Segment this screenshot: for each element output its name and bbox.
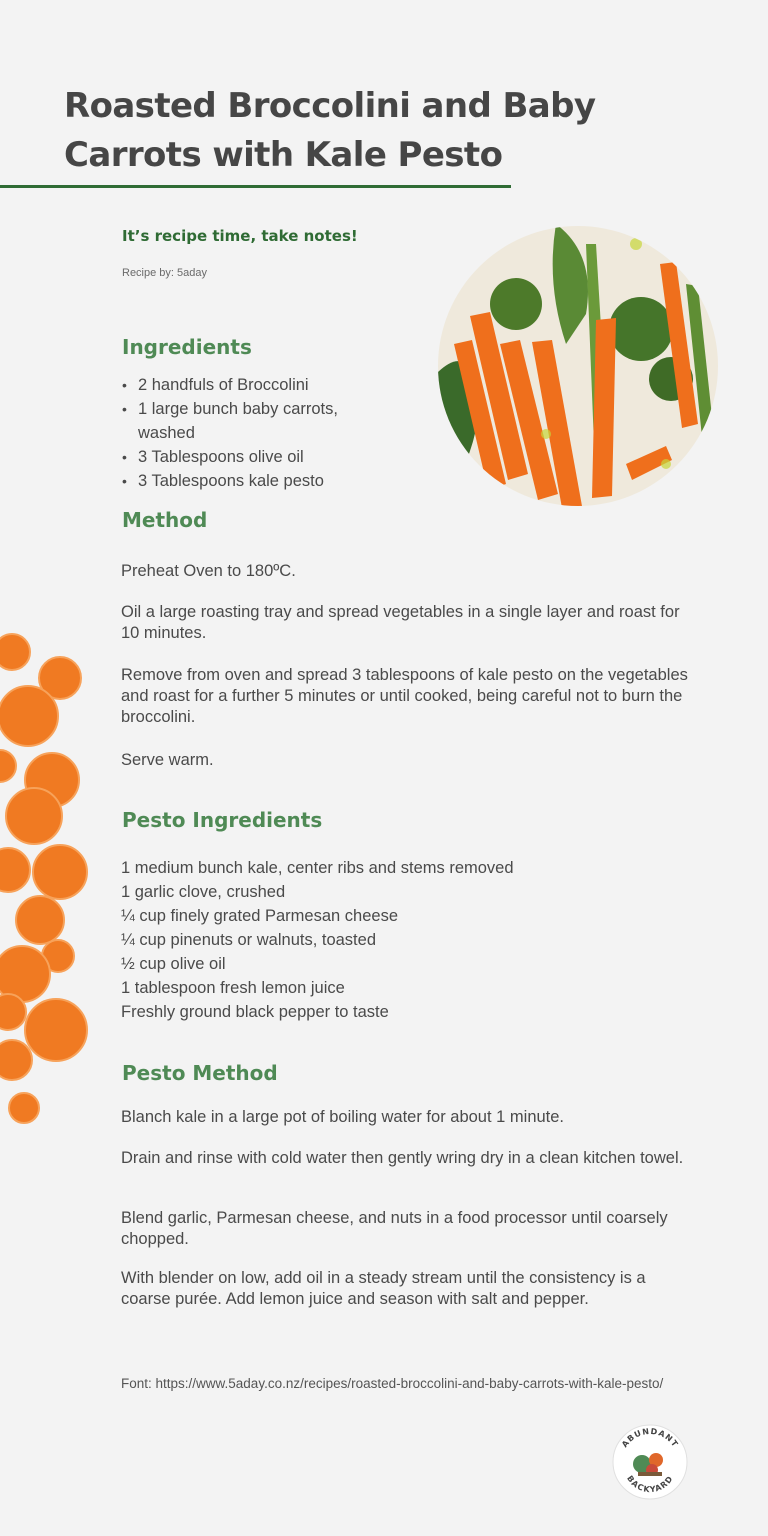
recipe-byline: Recipe by: 5aday — [122, 267, 207, 279]
pesto-method-step: With blender on low, add oil in a steady stream until the consistency is a coarse purée. Add lemon juice and season with salt and pepper. — [121, 1269, 646, 1308]
list-item: Freshly ground black pepper to taste — [121, 1003, 389, 1021]
method-step: Oil a large roasting tray and spread vegetables in a single layer and roast for 10 minutes. — [121, 603, 680, 642]
tagline: It’s recipe time, take notes! — [122, 227, 358, 245]
pesto-method-heading: Pesto Method — [122, 1061, 278, 1085]
svg-text:BACKYARD: BACKYARD — [625, 1474, 675, 1495]
list-item: 1 medium bunch kale, center ribs and stems removed — [121, 859, 514, 877]
pesto-method-step: Drain and rinse with cold water then gently wring dry in a clean kitchen towel. — [121, 1149, 684, 1167]
title-divider — [0, 185, 511, 188]
carrot-slices-decoration — [0, 620, 100, 1140]
list-item: • 3 Tablespoons kale pesto — [122, 469, 392, 493]
pesto-method-step: Blend garlic, Parmesan cheese, and nuts in a food processor until coarsely chopped. — [121, 1209, 668, 1248]
method-step: Preheat Oven to 180ºC. — [121, 562, 296, 580]
list-item: ¼ cup pinenuts or walnuts, toasted — [121, 931, 376, 949]
dish-photo — [436, 224, 720, 508]
method-step: Serve warm. — [121, 751, 214, 769]
list-item: • 3 Tablespoons olive oil — [122, 445, 392, 469]
pesto-method-step: Blanch kale in a large pot of boiling water for about 1 minute. — [121, 1108, 565, 1126]
list-item: • 1 large bunch baby carrots, washed — [122, 397, 392, 445]
ingredients-list — [122, 373, 392, 493]
svg-text:ABUNDANT: ABUNDANT — [620, 1426, 681, 1450]
method-heading: Method — [122, 508, 208, 532]
pesto-ingredients-list — [121, 856, 681, 1024]
source-link: Font: https://www.5aday.co.nz/recipes/roasted-broccolini-and-baby-carrots-with-kale-pesto/ — [121, 1376, 664, 1391]
list-item: 1 tablespoon fresh lemon juice — [121, 979, 345, 997]
pesto-ingredients-heading: Pesto Ingredients — [122, 808, 323, 832]
abundant-backyard-logo — [612, 1424, 688, 1500]
page-title: Roasted Broccolini and Baby Carrots with Kale Pesto — [64, 86, 596, 175]
method-step: Remove from oven and spread 3 tablespoons of kale pesto on the vegetables and roast for a further 5 minutes or until cooked, being careful not to burn the broccolini. — [121, 666, 688, 726]
list-item: ¼ cup finely grated Parmesan cheese — [121, 907, 398, 925]
list-item: 1 garlic clove, crushed — [121, 883, 286, 901]
ingredients-heading: Ingredients — [122, 335, 252, 359]
list-item: ½ cup olive oil — [121, 955, 226, 973]
list-item: • 2 handfuls of Broccolini — [122, 373, 392, 397]
